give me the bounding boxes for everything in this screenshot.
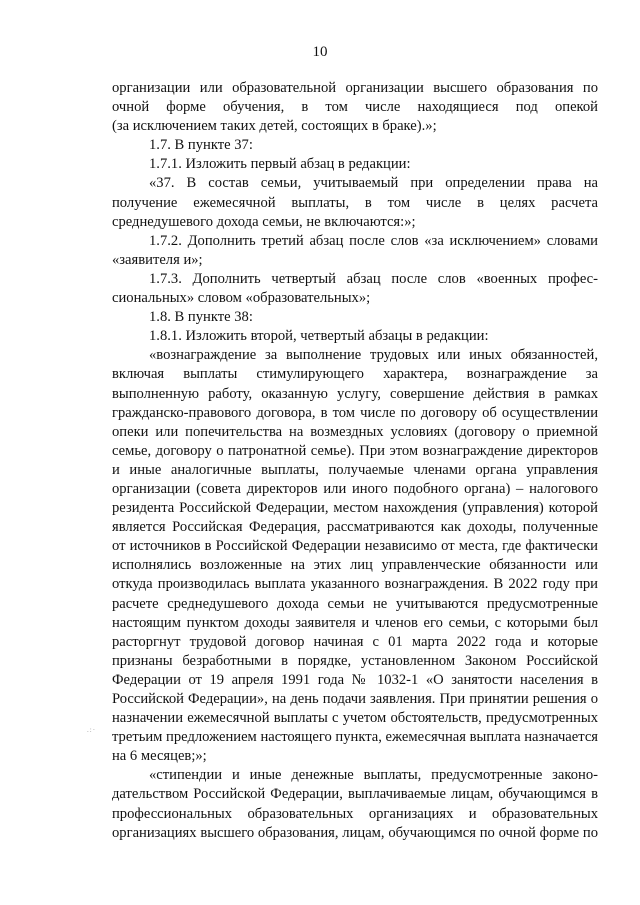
text-line: среднедушевого дохода семьи, не включаются:»; [112, 213, 416, 230]
text-line: и иные аналогичные выплаты, получаемые членами органа управления [112, 461, 598, 478]
text-line: гражданско-правового договора, в том числе по договору об осуществлении [112, 404, 598, 421]
text-line: «стипендии и иные денежные выплаты, предусмотренные законо- [149, 767, 598, 784]
text-line: является Российская Федерация, рассматриваются как доходы, полученные [112, 519, 598, 536]
text-line: расчете среднедушевого дохода семьи не учитываются предусмотренные [112, 595, 598, 612]
text-line: расторгнут трудовой договор начиная с 01 марта 2022 года и которые [112, 633, 598, 650]
text-line: 1.7.2. Дополнить третий абзац после слов «за исключением» словами [149, 232, 598, 249]
text-line: третьим предложением настоящего пункта, ежемесячная выплата назначается [112, 729, 599, 746]
text-line: 1.8. В пункте 38: [149, 309, 253, 326]
text-line: 1.7. В пункте 37: [149, 137, 253, 154]
text-line: 1.7.3. Дополнить четвертый абзац после слов «военных профес- [149, 270, 598, 287]
text-line: включая выплаты стимулирующего характера, вознаграждение за [112, 366, 598, 383]
text-line: назначении ежемесячной выплаты с учетом обстоятельств, предусмотренных [112, 710, 598, 727]
text-line: получение ежемесячной выплаты, в том числе в целях расчета [112, 194, 598, 211]
text-line: «заявителя и»; [112, 251, 203, 268]
text-line: организациях высшего образования, лицам, обучающимся по очной форме по [112, 824, 598, 841]
text-line: очной форме обучения, в том числе находящиеся под опекой [112, 99, 598, 116]
text-line: откуда производилась выплата указанного вознаграждения. В 2022 году при [112, 576, 598, 593]
text-line: семье, договору о патронатной семье). При этом вознаграждение директоров [112, 442, 598, 459]
text-line: профессиональных образовательных организациях и образовательных [112, 805, 598, 822]
text-line: резидента Российской Федерации, местом нахождения (управления) которой [112, 500, 598, 517]
text-line: от источников в Российской Федерации независимо от места, где фактически [112, 538, 598, 555]
text-line: исполнялись возложенные на этих лиц управленческие обязанности или [112, 557, 598, 574]
text-line: Федерации от 19 апреля 1991 года № 1032-1 «О занятости населения в [112, 671, 598, 688]
page-number: 10 [312, 44, 328, 60]
document-body [112, 79, 598, 843]
text-line: организации (совета директоров или иного подобного органа) – налогового [112, 480, 598, 497]
text-line: дательством Российской Федерации, выплачиваемые лицам, обучающимся в [112, 786, 598, 803]
text-line: признаны безработными в порядке, установленном Законом Российской [112, 652, 598, 669]
text-line: Российской Федерации», на день подачи заявления. При принятии решения о [112, 691, 598, 707]
text-line: на 6 месяцев;»; [112, 748, 207, 765]
text-line: «37. В состав семьи, учитываемый при определении права на [149, 175, 598, 192]
text-line: 1.8.1. Изложить второй, четвертый абзацы в редакции: [149, 328, 489, 345]
text-line: «вознаграждение за выполнение трудовых или иных обязанностей, [149, 347, 598, 364]
text-line: (за исключением таких детей, состоящих в браке).»; [112, 118, 437, 135]
text-line: организации или образовательной организации высшего образования по [112, 80, 598, 96]
text-line: опеки или попечительства на возмездных условиях (договору о приемной [112, 423, 598, 440]
text-line: выполненную работу, оказанную услугу, совершение действия в рамках [112, 385, 598, 402]
scan-mark: .:· [87, 726, 97, 734]
text-line: 1.7.1. Изложить первый абзац в редакции: [149, 156, 411, 173]
text-line: настоящим пунктом доходы заявителя и членов его семьи, с которыми был [112, 614, 598, 631]
text-line: сиональных» словом «образовательных»; [112, 290, 371, 307]
